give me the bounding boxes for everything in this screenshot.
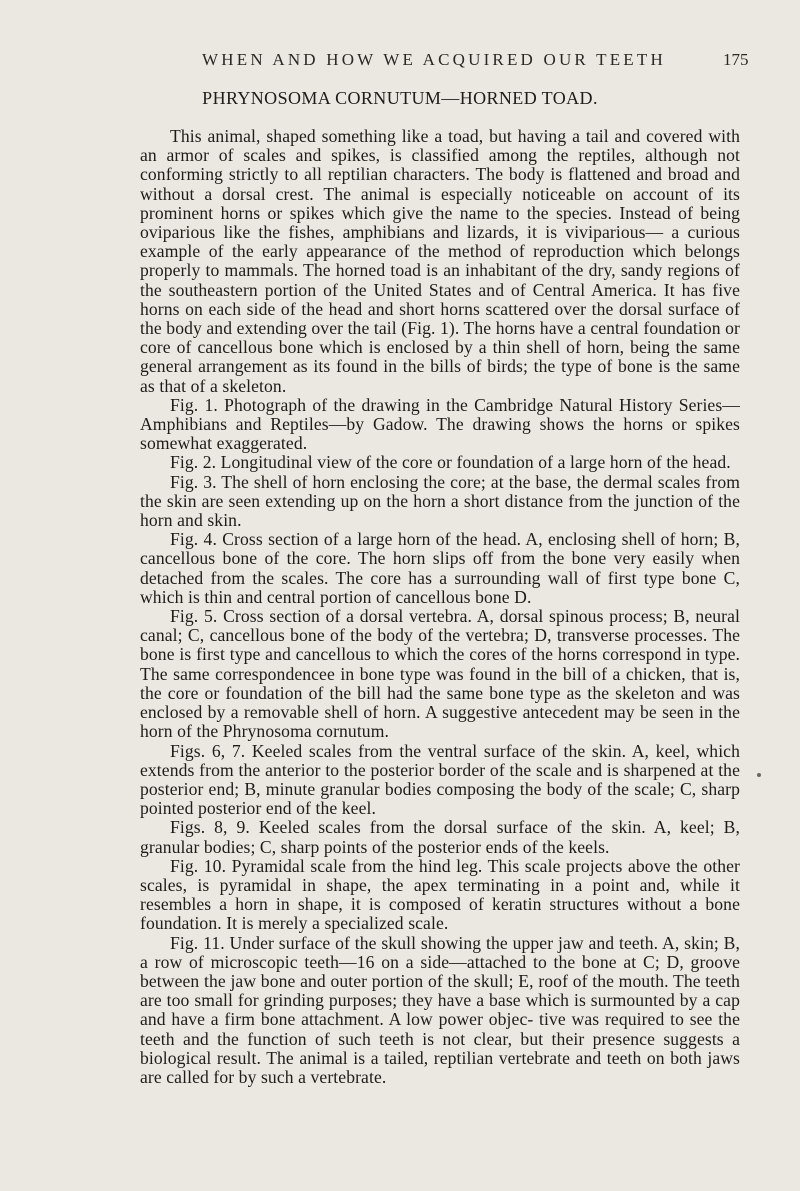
paragraph-fig-10: Fig. 10. Pyramidal scale from the hind leg. This scale projects above the other scales, is pyramidal in shape, the apex terminating in a point and, while it resembles a horn in shape, it is composed of keratin structures without a bone foundation. It is merely a specialized scale. bbox=[140, 855, 740, 934]
paragraph-fig-4: Fig. 4. Cross section of a large horn of the head. A, enclosing shell of horn; B, cancellous bone of the core. The horn slips off from the bone very easily when detached from the scales. The core has a surrounding wall of first type bone C, which is thin and central portion of cancellous bone D. bbox=[140, 529, 740, 607]
paragraph-fig-3: Fig. 3. The shell of horn enclosing the core; at the base, the dermal scales from the skin are seen extending up on the horn a short distance from the junction of the horn and skin. bbox=[140, 471, 740, 531]
article-body bbox=[140, 127, 740, 1087]
page-number: 175 bbox=[723, 50, 749, 69]
paragraph-fig-5: Fig. 5. Cross section of a dorsal vertebra. A, dorsal spinous process; B, neural canal; C, cancellous bone of the body of the vertebra; D, transverse processes. The bone is first type and cancellous to which the cores of the horns correspond in type. The same correspondencee in bone type was found in the bill of a chicken, that is, the core or foundation of the bill had the same bone type as the skeleton and was enclosed by a removable shell of horn. A suggestive antecedent may be seen in the horn of the Phrynosoma cornutum. bbox=[140, 606, 740, 742]
paragraph-intro: This animal, shaped something like a toad, but having a tail and covered with an armor of scales and spikes, is classified among the reptiles, although not conforming strictly to all reptilian characters. The body is flattened and broad and without a dorsal crest. The animal is especially noticeable on account of its prominent horns or spikes which give the name to the species. Instead of being oviparious like the fishes, amphibians and lizards, it is viviparious— a curious example of the early appearance of the method of reproduction which belongs properly to mammals. The horned toad is an inhabitant of the dry, sandy regions of the southeastern portion of the United States and of Central America. It has five horns on each side of the head and short horns scattered over the dorsal surface of the body and extending over the tail (Fig. 1). The horns have a central foundation or core of cancellous bone which is enclosed by a thin shell of horn, being the same general arrangement as its found in the bills of birds; the type of bone is the same as that of a skeleton. bbox=[140, 126, 740, 396]
paper-speck bbox=[757, 773, 761, 777]
running-head: WHEN AND HOW WE ACQUIRED OUR TEETH bbox=[202, 50, 666, 69]
paragraph-fig-2: Fig. 2. Longitudinal view of the core or foundation of a large horn of the head. bbox=[170, 452, 731, 473]
paragraph-fig-1: Fig. 1. Photograph of the drawing in the Cambridge Natural History Series—Amphibians and Reptiles—by Gadow. The drawing shows the horns or spikes somewhat exaggerated. bbox=[140, 394, 740, 454]
article-title: PHRYNOSOMA CORNUTUM—HORNED TOAD. bbox=[202, 88, 598, 108]
paragraph-figs-6-7: Figs. 6, 7. Keeled scales from the ventral surface of the skin. A, keel, which extends from the anterior to the posterior border of the scale and is sharpened at the posterior end; B, minute granular bodies composing the body of the scale; C, sharp pointed posterior end of the keel. bbox=[140, 740, 740, 819]
paragraph-fig-11: Fig. 11. Under surface of the skull showing the upper jaw and teeth. A, skin; B, a row of microscopic teeth—16 on a side—attached to the bone at C; D, groove between the jaw bone and outer portion of the skull; E, roof of the mouth. The teeth are too small for grinding purposes; they have a base which is surmounted by a cap and have a firm bone attachment. A low power objec- tive was required to see the teeth and the function of such teeth is not clear, but their presence suggests a biological result. The animal is a tailed, reptilian vertebrate and teeth on both jaws are called for by such a vertebrate. bbox=[140, 932, 740, 1087]
paragraph-figs-8-9: Figs. 8, 9. Keeled scales from the dorsal surface of the skin. A, keel; B, granular bodies; C, sharp points of the posterior ends of the keels. bbox=[140, 817, 740, 857]
